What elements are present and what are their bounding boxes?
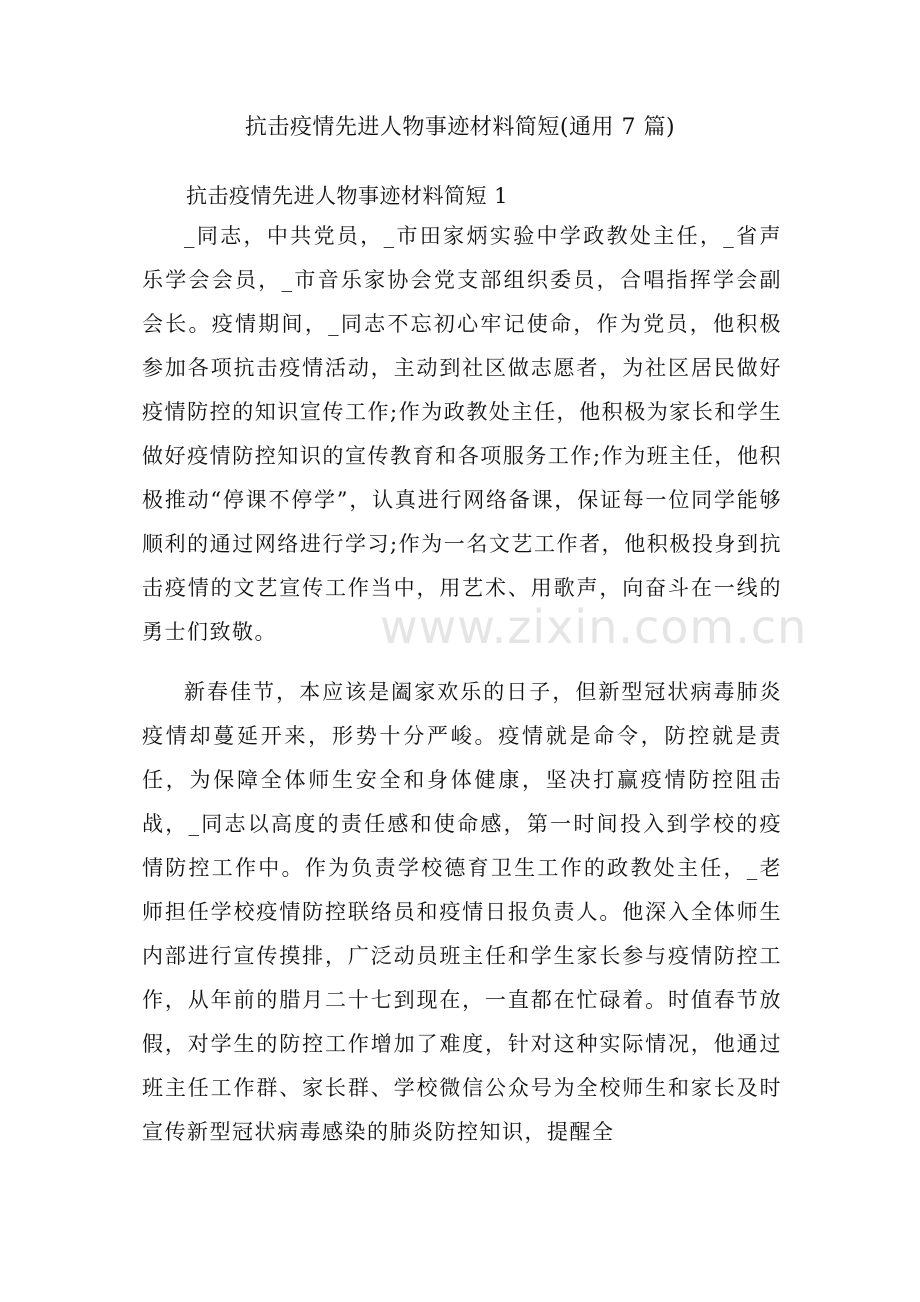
watermark-text: www.zixin.com.cn bbox=[380, 600, 808, 654]
paragraph-1: _同志，中共党员，_市田家炳实验中学政教处主任，_省声乐学会会员，_市音乐家协会党支部组织委员，合唱指挥学会副会长。疫情期间，_同志不忘初心牢记使命，作为党员，他积极参加各项抗击疫情活动，主动到社区做志愿者，为社区居民做好疫情防控的知识宣传工作;作为政教处主任，他积极为家长和学生做好疫情防控知识的宣传教育和各项服务工作;作为班主任，他积极推动“停课不停学”，认真进行网络备课，保证每一位同学能够顺利的通过网络进行学习;作为一名文艺工作者，他积极投身到抗击疫情的文艺宣传工作当中，用艺术、用歌声，向奋斗在一线的勇士们致敬。 bbox=[142, 224, 782, 644]
document-title: 抗击疫情先进人物事迹材料简短(通用 7 篇) bbox=[244, 115, 676, 140]
paragraph-2: 新春佳节，本应该是阖家欢乐的日子，但新型冠状病毒肺炎疫情却蔓延开来，形势十分严峻。疫情就是命令，防控就是责任，为保障全体师生安全和身体健康，坚决打赢疫情防控阻击战，_同志以高度的责任感和使命感，第一时间投入到学校的疫情防控工作中。作为负责学校德育卫生工作的政教处主任，_老师担任学校疫情防控联络员和疫情日报负责人。他深入全体师生内部进行宣传摸排，广泛动员班主任和学生家长参与疫情防控工作，从年前的腊月二十七到现在，一直都在忙碌着。时值春节放假，对学生的防控工作增加了难度，针对这种实际情况，他通过班主任工作群、家长群、学校微信公众号为全校师生和家长及时宣传新型冠状病毒感染的肺炎防控知识，提醒全 bbox=[142, 680, 782, 1144]
section-heading: 抗击疫情先进人物事迹材料简短 1 bbox=[186, 184, 509, 208]
